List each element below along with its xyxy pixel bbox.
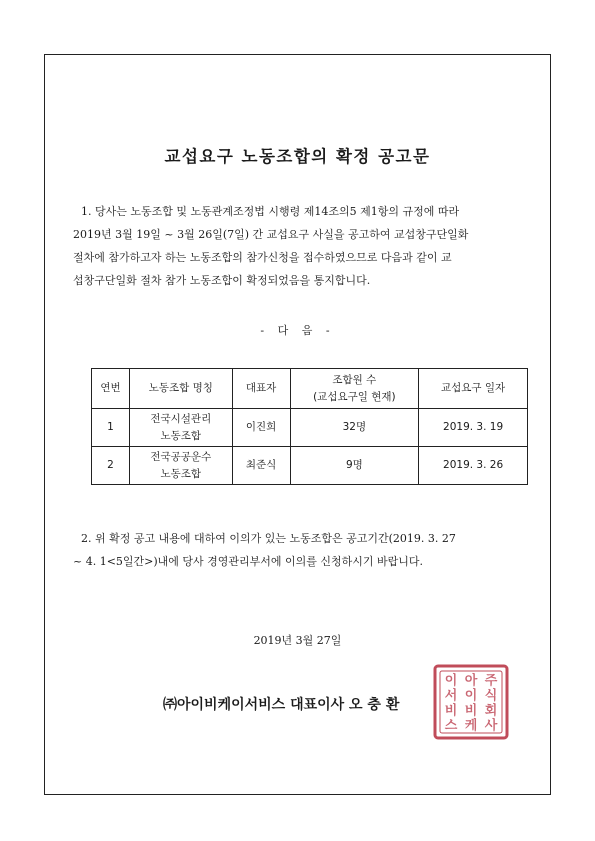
header-request-date: 교섭요구 일자 bbox=[419, 369, 528, 409]
header-members bbox=[290, 369, 419, 409]
cell-representative: 최준식 bbox=[232, 447, 290, 485]
document-title: 교섭요구 노동조합의 확정 공고문 bbox=[164, 147, 431, 166]
paragraph-1-line: 절차에 참가하고자 하는 노동조합의 참가신청을 접수하였으므로 다음과 같이 교 bbox=[73, 251, 452, 264]
cell-no: 1 bbox=[92, 409, 130, 447]
seal-character: 식 bbox=[484, 688, 498, 704]
seal-character: 이 bbox=[444, 673, 458, 689]
seal-character: 주 bbox=[484, 673, 498, 689]
cell-members: 32명 bbox=[290, 409, 419, 447]
seal-character: 회 bbox=[484, 703, 498, 719]
cell-request-date: 2019. 3. 19 bbox=[419, 409, 528, 447]
seal-character: 비 bbox=[464, 703, 478, 719]
table-row bbox=[92, 447, 528, 485]
seal-character: 비 bbox=[444, 703, 458, 719]
seal-character: 이 bbox=[464, 688, 478, 704]
paragraph-2-line: 2. 위 확정 공고 내용에 대하여 이의가 있는 노동조합은 공고기간(2019. 3. 27 bbox=[81, 532, 456, 545]
cell-union-name bbox=[129, 409, 232, 447]
company-seal-stamp bbox=[432, 663, 510, 741]
cell-no: 2 bbox=[92, 447, 130, 485]
signature-line: ㈜아이비케이서비스 대표이사 오 충 환 bbox=[163, 697, 400, 713]
cell-request-date: 2019. 3. 26 bbox=[419, 447, 528, 485]
header-representative: 대표자 bbox=[232, 369, 290, 409]
seal-character: 사 bbox=[484, 718, 498, 734]
cell-union-name-line2: 노동조합 bbox=[160, 467, 202, 480]
document-date: 2019년 3월 27일 bbox=[253, 634, 342, 647]
cell-union-name-line1: 전국시설관리 bbox=[150, 412, 212, 425]
paragraph-1-line: 섭창구단일화 절차 참가 노동조합이 확정되었음을 통지합니다. bbox=[73, 274, 371, 287]
seal-character: 케 bbox=[464, 718, 478, 734]
table-header-row bbox=[92, 369, 528, 409]
header-members-line2: (교섭요구일 현재) bbox=[313, 390, 396, 403]
paragraph-2-line: ~ 4. 1<5일간>)내에 당사 경영관리부서에 이의를 신청하시기 바랍니다. bbox=[73, 555, 424, 568]
header-union-name: 노동조합 명칭 bbox=[129, 369, 232, 409]
paragraph-1-line: 1. 당사는 노동조합 및 노동관계조정법 시행령 제14조의5 제1항의 규정에 따라 bbox=[81, 205, 460, 218]
paragraph-2 bbox=[73, 527, 531, 573]
header-no: 연번 bbox=[92, 369, 130, 409]
table-row bbox=[92, 409, 528, 447]
seal-character: 스 bbox=[444, 718, 458, 734]
cell-members: 9명 bbox=[290, 447, 419, 485]
seal-character: 아 bbox=[464, 673, 478, 689]
section-heading: - 다 음 - bbox=[260, 324, 335, 337]
cell-representative: 이진희 bbox=[232, 409, 290, 447]
seal-characters bbox=[445, 673, 498, 734]
seal-character: 서 bbox=[444, 688, 458, 704]
paragraph-1-line: 2019년 3월 19일 ~ 3월 26일(7일) 간 교섭요구 사실을 공고하여 교섭창구단일화 bbox=[73, 228, 469, 241]
cell-union-name-line1: 전국공공운수 bbox=[150, 450, 212, 463]
union-table bbox=[91, 368, 528, 485]
cell-union-name bbox=[129, 447, 232, 485]
paragraph-1 bbox=[73, 200, 531, 292]
header-members-line1: 조합원 수 bbox=[332, 373, 377, 386]
cell-union-name-line2: 노동조합 bbox=[160, 429, 202, 442]
